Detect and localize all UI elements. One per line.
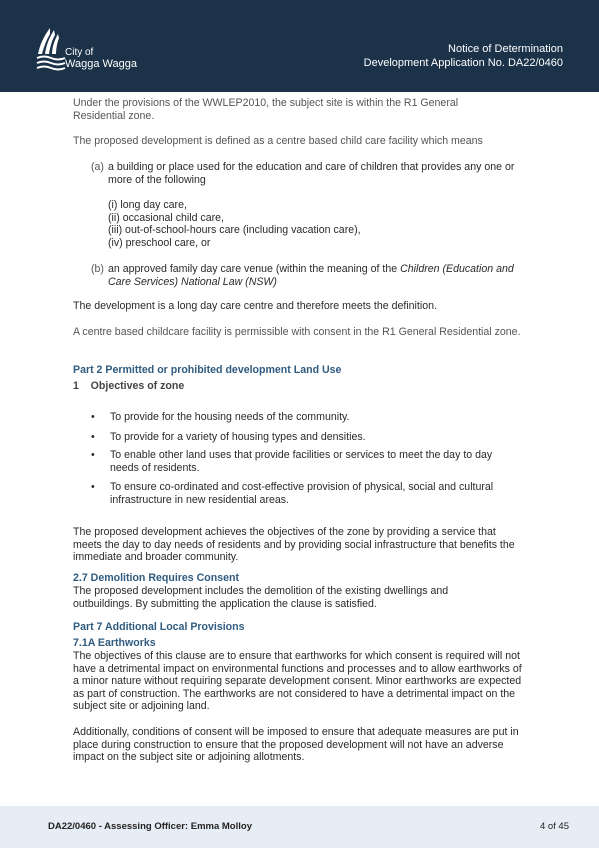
clause-a-letter: (a) bbox=[91, 161, 104, 173]
bullet-text: To provide for a variety of housing types and densities. bbox=[110, 431, 366, 443]
bullet-icon: • bbox=[91, 449, 95, 461]
bullet-text: To provide for the housing needs of the community. bbox=[110, 411, 350, 423]
paragraph-objectives-met: The proposed development achieves the objectives of the zone by providing a service that meets the day to day needs of residents and by providing social infrastructure that benefits the immediate and broader community. bbox=[73, 526, 515, 564]
paragraph-earthworks: The objectives of this clause are to ensure that earthworks for which consent is required will not have a detrimental impact on environmental functions and processes and to allow earthworks of a minor nature without requiring separate development consent. Minor earthworks are expected as part of construction. The earthworks are not considered to have a detrimental impact on the subject site or adjoining land. bbox=[73, 650, 522, 713]
bullet-icon: • bbox=[91, 481, 95, 493]
page-number: 4 of 45 bbox=[539, 821, 569, 832]
paragraph-zone: Under the provisions of the WWLEP2010, the subject site is within the R1 General Residential zone. bbox=[73, 97, 459, 122]
title-line1: Notice of Determination bbox=[448, 43, 563, 55]
clause-b-italic: Children (Education and Care Services) National Law (NSW) bbox=[108, 263, 514, 288]
paragraph-permissible: A centre based childcare facility is permissible with consent in the R1 General Residential zone. bbox=[73, 326, 521, 338]
sub-item-1: (i) long day care, bbox=[108, 199, 187, 211]
page-footer bbox=[0, 806, 599, 848]
clause-b-plain: an approved family day care venue (within the meaning of the bbox=[108, 263, 401, 275]
bullet-text: To enable other land uses that provide facilities or services to meet the day to day needs of residents. bbox=[110, 449, 493, 474]
clause-b-text bbox=[108, 263, 523, 288]
footer-officer: DA22/0460 - Assessing Officer: Emma Molloy bbox=[48, 821, 252, 832]
earthworks-heading: 7.1A Earthworks bbox=[73, 637, 156, 649]
paragraph-definition-met: The development is a long day care centre and therefore meets the definition. bbox=[73, 300, 437, 312]
logo-text bbox=[65, 47, 137, 70]
logo-line2: Wagga Wagga bbox=[65, 57, 137, 70]
clause-a bbox=[91, 161, 531, 186]
paragraph-defined: The proposed development is defined as a centre based child care facility which means bbox=[73, 135, 483, 147]
page-header bbox=[0, 0, 599, 92]
bullet-icon: • bbox=[91, 431, 95, 443]
clause-a-text: a building or place used for the education and care of children that provides any one or more of the following bbox=[108, 161, 515, 186]
sub-item-3: (iii) out-of-school-hours care (including vacation care), bbox=[108, 224, 361, 236]
bullet-item-1 bbox=[91, 411, 531, 424]
demolition-heading: 2.7 Demolition Requires Consent bbox=[73, 572, 239, 584]
part2-heading: Part 2 Permitted or prohibited development Land Use bbox=[73, 364, 342, 376]
bullet-text: To ensure co-ordinated and cost-effective provision of physical, social and cultural infrastructure in new residential areas. bbox=[110, 481, 494, 506]
council-logo bbox=[36, 26, 146, 76]
bullet-item-2 bbox=[91, 431, 531, 444]
bullet-icon: • bbox=[91, 411, 95, 423]
clause-b-letter: (b) bbox=[91, 263, 104, 275]
sub-item-4: (iv) preschool care, or bbox=[108, 236, 211, 249]
wagga-logo-icon bbox=[36, 26, 66, 72]
objectives-heading: 1 Objectives of zone bbox=[73, 380, 185, 392]
part7-heading: Part 7 Additional Local Provisions bbox=[73, 621, 245, 633]
clause-b bbox=[91, 263, 531, 288]
bullet-item-4 bbox=[91, 481, 531, 506]
logo-line1: City of bbox=[65, 47, 94, 58]
paragraph-conditions: Additionally, conditions of consent will be imposed to ensure that adequate measures are put in place during construction to ensure that the proposed development will not have an adverse impact on the subject site or adjoining allotments. bbox=[73, 726, 519, 764]
paragraph-demolition: The proposed development includes the demolition of the existing dwellings and outbuildings. By submitting the application the clause is satisfied. bbox=[73, 585, 449, 610]
document-title bbox=[364, 42, 563, 70]
title-line2: Development Application No. DA22/0460 bbox=[363, 57, 563, 69]
bullet-item-3 bbox=[91, 449, 531, 474]
sub-item-2: (ii) occasional child care, bbox=[108, 211, 224, 224]
